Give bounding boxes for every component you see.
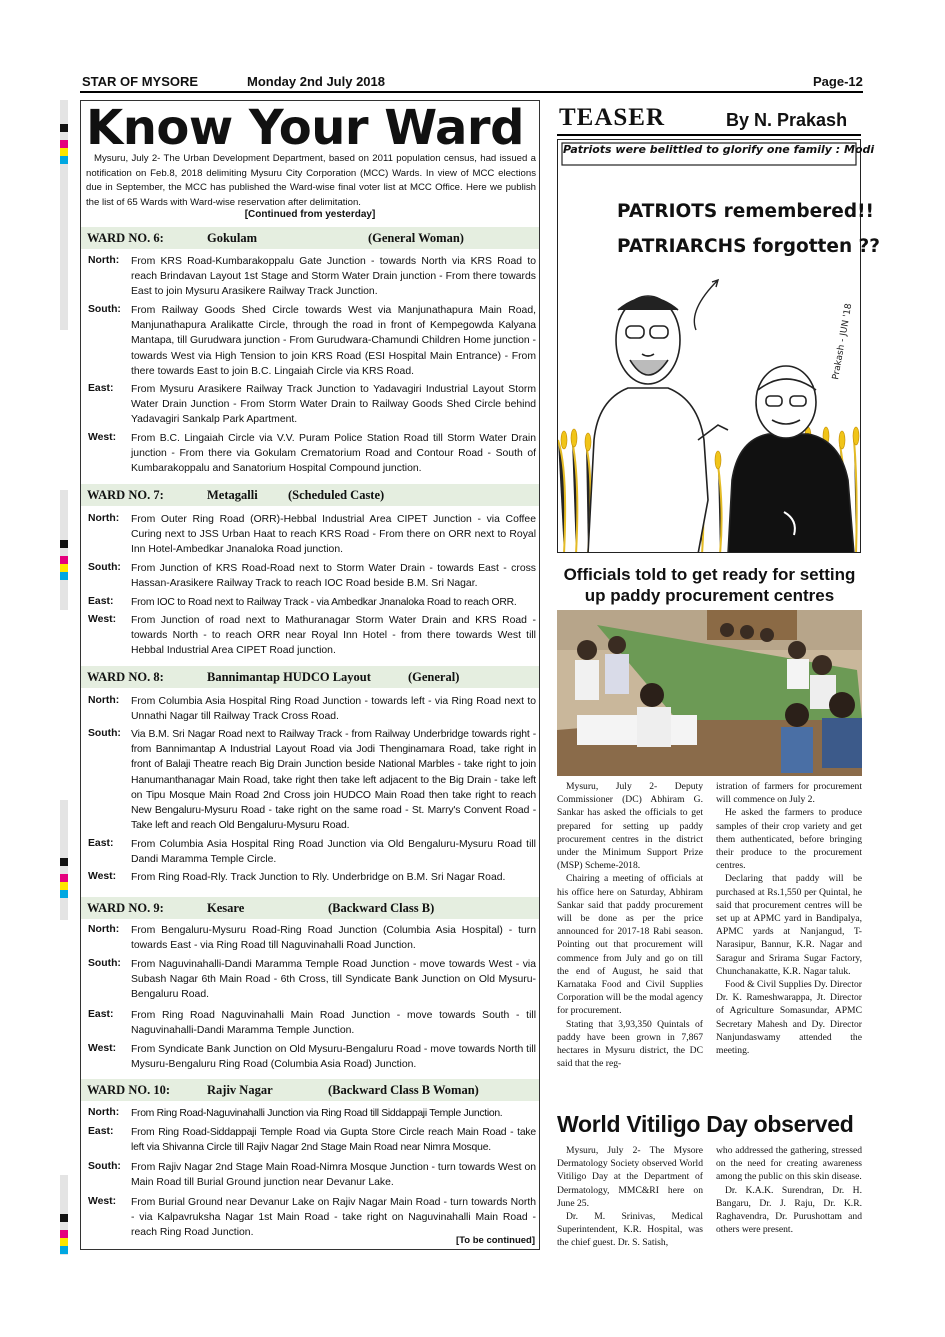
paddy-headline: Officials told to get ready for setting up paddy procurement centres xyxy=(563,565,856,605)
article-paragraph: Chairing a meeting of officials at his office here on Saturday, Abhiram Sankar said that paddy procurement will be done as per the price announced for 2017-18 Rabi season. Pointing out that procurement will commence from July and go on till the end of August, he said that Karnataka Food and Civil Supplies Corporation will be the modal agency for procurement. xyxy=(557,873,703,1017)
ward-header xyxy=(81,666,539,688)
direction-label: East: xyxy=(88,838,114,849)
direction-label: North: xyxy=(88,695,120,706)
direction-label: West: xyxy=(88,432,117,443)
article-paragraph: Dr. M. Srinivas, Medical Superintendent, K.R. Hospital, was the chief guest. Dr. S. Satish, xyxy=(557,1211,703,1249)
ward-header xyxy=(81,227,539,249)
ward-number: WARD NO. 6: xyxy=(87,231,164,245)
intro-paragraph: Mysuru, July 2- The Urban Development Department, based on 2011 population census, had issued a notification on Feb.8, 2018 delimiting Mysuru City Corporation (MCC) Wards. In view of MCC elections due in September, the MCC has published the Ward-wise final voter list at MCC Office. Here we publish the list of 65 Wards with Ward-wise reservation after delimitation. xyxy=(86,153,536,208)
direction-label: South: xyxy=(88,1161,121,1172)
ward-category: (General) xyxy=(408,670,460,684)
article-paragraph: Declaring that paddy will be purchased at Rs.1,550 per Quintal, he said that procurement centres will be set up at APMC yard in Bandipalya, APMC yards at Nanjangud, T-Narasipur, Bannur, K.R. Nagar and Saragur and Srirama Sugar Factory, Chunchanakatte, K.R. Nagar taluk. xyxy=(716,873,862,977)
boundary-text: From KRS Road-Kumbarakoppalu Gate Junction - towards North via KRS Road to reach Brindavan Layout 1st Stage and Storm Water Drain junction - From there towards East to join Mysuru Arasikere Railway Track Junction. xyxy=(131,256,536,298)
paddy-article-column-2 xyxy=(716,780,862,1057)
issue-date: Monday 2nd July 2018 xyxy=(247,74,385,89)
cartoon-speech-line-2: PATRIARCHS forgotten ?? xyxy=(617,236,881,257)
ward-number: WARD NO. 7: xyxy=(87,488,164,502)
ward-header xyxy=(81,897,539,919)
article-paragraph: Dr. K.A.K. Surendran, Dr. H. Bangaru, Dr. J. Raju, Dr. K.R. Raghavendra, Dr. Purushottam and others were present. xyxy=(716,1184,862,1236)
ward-category: (Backward Class B) xyxy=(328,901,435,915)
ward-number: WARD NO. 8: xyxy=(87,670,164,684)
boundary-text: From Junction of KRS Road-Road next to Storm Water Drain - towards East - cross Hassan-Arasikere Railway Track to reach IOC Road beside B.M. Sri Nagar. xyxy=(131,563,536,590)
ward-number: WARD NO. 10: xyxy=(87,1083,170,1097)
boundary-text: From Bengaluru-Mysuru Road-Ring Road Junction (Columbia Asia Hospital) - turn towards East - via Ring Road till Naguvinahalli Road Junction. xyxy=(131,925,536,952)
ward-category: (Scheduled Caste) xyxy=(288,488,385,502)
page-number: Page-12 xyxy=(813,74,863,89)
direction-label: North: xyxy=(88,255,120,266)
cartoon-byline: By N. Prakash xyxy=(726,110,848,130)
teaser-rule xyxy=(557,134,861,136)
ward-name: Rajiv Nagar xyxy=(207,1083,273,1097)
boundary-text: From IOC to Road next to Railway Track - via Ambedkar Jnanaloka Road to reach ORR. xyxy=(131,597,517,608)
boundary-text: From Junction of road next to Mathuranagar Storm Water Drain and KRS Road - towards North - to reach ORR near Royal Inn Hotel - from there towards West till Hebbal Industrial Area CIPET Road junction. xyxy=(131,615,536,657)
to-be-continued-note: [To be continued] xyxy=(456,1235,535,1246)
article-paragraph: Food & Civil Supplies Dy. Director Dr. K. Rameshwarappa, Jt. Director of Agriculture Somasundar, APMC Secretary Mahesh and Dy. Director Nanjundaswamy attended the meeting. xyxy=(716,979,862,1057)
article-paragraph: who addressed the gathering, stressed on the need for creating awareness among the public on this skin disease. xyxy=(716,1145,862,1183)
direction-label: South: xyxy=(88,958,121,969)
direction-label: South: xyxy=(88,562,121,573)
boundary-text: From Ring Road-Rly. Track Junction to Rly. Underbridge on B.M. Sri Nagar Road. xyxy=(131,872,506,883)
boundary-text: From Outer Ring Road (ORR)-Hebbal Industrial Area CIPET Junction - via Coffee Curing next to JSS Urban Haat to reach KRS Road - From there on ORR next to Royal Inn Hotel-Ambedkar Jnanaloka Road junction. xyxy=(131,514,536,556)
direction-label: East: xyxy=(88,596,114,607)
boundary-text: From Burial Ground near Devanur Lake on Rajiv Nagar Main Road - turn towards North - via Kalpavruksha Nagar 1st Main Road - take right on Naguvinahalli Main Road - reach Ring Road Junction. xyxy=(131,1197,536,1239)
boundary-text: From Ring Road-Siddappaji Temple Road via Gupta Store Circle reach Main Road - take left via Shivanna Circle till Rajiv Nagar 2nd Stage Main Road near Nimra Mosque. xyxy=(131,1127,536,1154)
direction-label: East: xyxy=(88,383,114,394)
ward-name: Gokulam xyxy=(207,231,258,245)
boundary-text: Via B.M. Sri Nagar Road next to Railway Track - from Railway Underbridge towards right - from Bannimantap A Industrial Layout Road via Jodi Thenginamara Road, take right in front of Balaji Theatre reach Big Drain Junction beside National Marbles - take right to join Hanumanthanagar Main Road, take right then take left adjacent to the Big Drain - take left on Tipu Mosque Main Road 2nd Cross join HUDCO Main Road then take right to reach New Bengaluru-Mysuru Road - take right on the same road - St. Marry's Convent Road - Take left and reach Old Bengaluru-Mysuru Road. xyxy=(131,729,536,832)
vitiligo-article-column-2 xyxy=(716,1144,862,1236)
header-rule xyxy=(80,91,863,93)
meeting-photo-illustration xyxy=(557,610,862,776)
boundary-text: From Columbia Asia Hospital Ring Road Junction via Old Bengaluru-Mysuru Road till Dandi Maramma Temple Circle. xyxy=(131,839,536,866)
boundary-text: From Syndicate Bank Junction on Old Mysuru-Bengaluru Road - move towards North till Mysuru-Bengaluru Ring Road (Columbia Asia Road) Junction. xyxy=(131,1044,536,1071)
direction-label: East: xyxy=(88,1009,114,1020)
cartoon-speech-line-1: PATRIOTS remembered!! xyxy=(617,201,874,222)
ward-name: Kesare xyxy=(207,901,245,915)
section-title: Know Your Ward xyxy=(86,100,524,156)
article-paragraph: istration of farmers for procurement will commence on July 2. xyxy=(716,781,862,806)
vitiligo-headline: World Vitiligo Day observed xyxy=(557,1111,854,1137)
direction-label: West: xyxy=(88,614,117,625)
boundary-text: From Columbia Asia Hospital Ring Road Junction - towards left - via Ring Road next to Unnathi Nagar till Railway Track Cross Road. xyxy=(131,696,536,723)
ward-header xyxy=(81,484,539,506)
direction-label: West: xyxy=(88,1043,117,1054)
cartoonist-signature: Prakash - JUN '18 xyxy=(831,302,855,381)
ward-name: Metagalli xyxy=(207,488,258,502)
boundary-text: From Ring Road Naguvinahalli Main Road Junction - move towards South - till Naguvinahalli-Dandi Maramma Temple Junction. xyxy=(131,1010,536,1037)
ward-name: Bannimantap HUDCO Layout xyxy=(207,670,371,684)
meeting-photo xyxy=(557,610,862,776)
article-paragraph: Mysuru, July 2- Deputy Commissioner (DC) Abhiram G. Sankar has asked the officials to get prepared for setting up paddy procurement centres in the district under the Minimum Support Prize (MSP) Scheme-2018. xyxy=(557,781,703,872)
continued-note: [Continued from yesterday] xyxy=(244,209,376,220)
article-paragraph: Stating that 3,93,350 Quintals of paddy have been grown in 7,867 hectares in Mysuru district, the DC said that the reg- xyxy=(557,1018,703,1070)
ward-category: (General Woman) xyxy=(368,231,464,245)
vitiligo-article-column-1 xyxy=(557,1144,703,1250)
direction-label: North: xyxy=(88,924,120,935)
ward-header xyxy=(81,1079,539,1101)
direction-label: South: xyxy=(88,728,121,739)
article-paragraph: Mysuru, July 2- The Mysore Dermatology Society observed World Vitiligo Day at the Department of Dermatology, MMC&RI here on June 25. xyxy=(557,1145,703,1209)
direction-label: North: xyxy=(88,513,120,524)
newspaper-name: STAR OF MYSORE xyxy=(82,74,199,89)
ward-number: WARD NO. 9: xyxy=(87,901,164,915)
direction-label: East: xyxy=(88,1126,114,1137)
cartoon-caption: Patriots were belittled to glorify one family : Modi xyxy=(563,143,875,156)
boundary-text: From Rajiv Nagar 2nd Stage Main Road-Nimra Mosque Junction - turn towards West on Main Road till Burial Ground junction near Devanur Lake. xyxy=(131,1162,536,1189)
boundary-text: From Naguvinahalli-Dandi Maramma Temple Road Junction - move towards West - via Subash Nagar 6th Main Road - 6th Cross, till Syndicate Bank Junction on Old Mysuru-Bengaluru Road. xyxy=(131,959,536,1001)
boundary-text: From B.C. Lingaiah Circle via V.V. Puram Police Station Road till Storm Water Drain junction - From there via Gokulam Crematorium Road and Contour Road - South of Kumbarakoppalu and Sanatorium Hospital Compound junction. xyxy=(131,433,536,475)
paddy-article-column-1 xyxy=(557,780,703,1070)
direction-label: West: xyxy=(88,871,117,882)
boundary-text: From Ring Road-Naguvinahalli Junction via Ring Road till Siddappaji Temple Junction. xyxy=(131,1108,503,1119)
direction-label: North: xyxy=(88,1107,120,1118)
boundary-text: From Mysuru Arasikere Railway Track Junction to Yadavagiri Industrial Layout Storm Water Drain Junction - From Storm Water Drain to Railway Goods Shed Circle behind Yadavagiri Sankalp Park Apartment. xyxy=(131,384,536,426)
teaser-heading: TEASER xyxy=(559,104,666,131)
direction-label: West: xyxy=(88,1196,117,1207)
direction-label: South: xyxy=(88,304,121,315)
ward-category: (Backward Class B Woman) xyxy=(328,1083,479,1097)
boundary-text: From Railway Goods Shed Circle towards West via Manjunathapura Main Road, Manjunathapura Aralikatte Circle, through the road in front of Kempegowda Kalyana Mantapa, till Gurudwara junction - From Gurudwara-Chamundi Children Home junction - towards West via High Tension to join KRS Road (ESI Hospital Main Entrance) - From there towards East to join B.C. Lingaiah Circle via KRS Road. xyxy=(131,305,536,377)
article-paragraph: He asked the farmers to produce samples of their crop variety and get them authenticated, before bringing their produce to the procurement centres. xyxy=(716,807,862,872)
